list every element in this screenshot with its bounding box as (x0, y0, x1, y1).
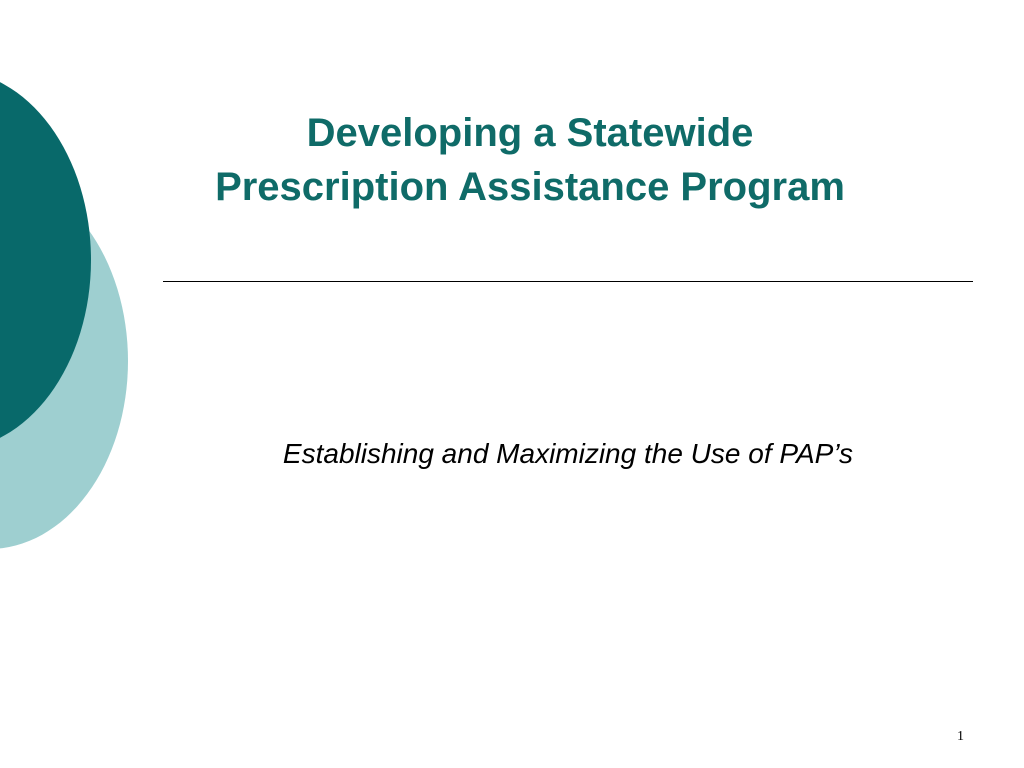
title-divider (163, 281, 973, 282)
slide-title (120, 106, 940, 214)
slide-title-line-2: Prescription Assistance Program (215, 165, 845, 209)
slide-title-line-1: Developing a Statewide (306, 111, 754, 155)
slide-subtitle: Establishing and Maximizing the Use of PAP’s (282, 438, 854, 469)
slide-number: 1 (957, 729, 964, 744)
